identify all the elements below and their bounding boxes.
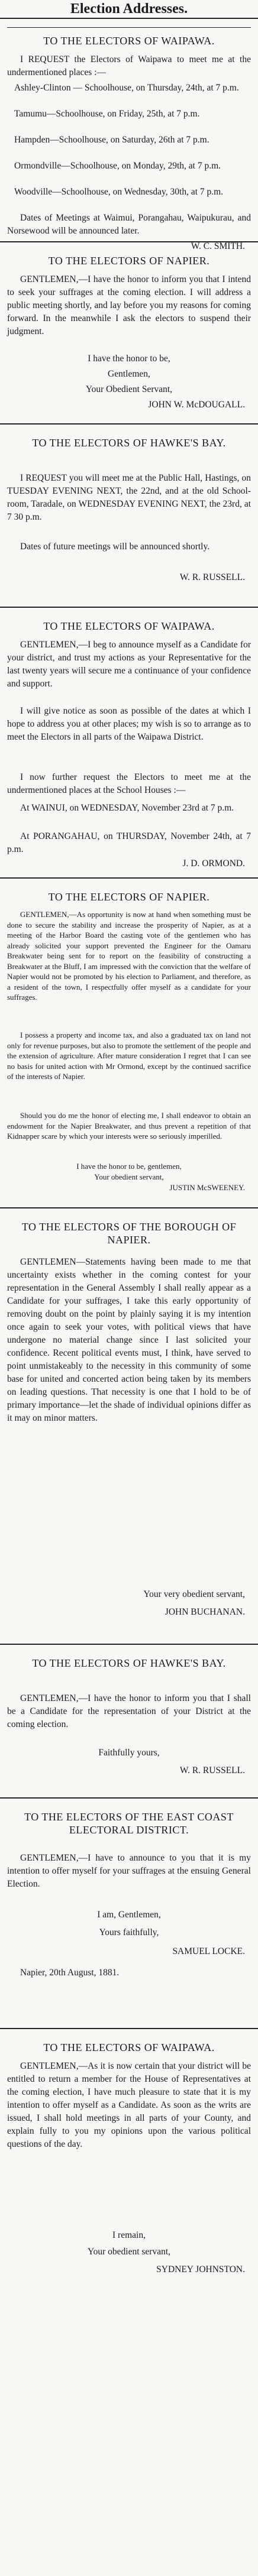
ad-paragraph: Dates of Meetings at Waimui, Porangahau, Waipukurau, and Norsewood will be announced later. [7, 213, 251, 236]
ad-title: TO THE ELECTORS OF NAPIER. [48, 255, 210, 267]
ad-title: TO THE ELECTORS OF HAWKE'S BAY. [32, 437, 226, 449]
ad-paragraph: At PORANGAHAU, on THURSDAY, November 24th, at 7 p.m. [7, 831, 251, 854]
ad-closing: Faithfully yours, [98, 1748, 160, 1758]
ad-paragraph: I will give notice as soon as possible of the dates at which I hope to address you at other places; my wish is so to arrange as to meet the Electors in all parts of the Waipawa District. [7, 706, 251, 742]
ad-paragraph: Woodville—Schoolhouse, on Wednesday, 30th, at 7 p.m. [14, 187, 224, 197]
ad-title: TO THE ELECTORS OF THE EAST COAST ELECTORAL DISTRICT. [24, 1811, 234, 1836]
ad-paragraph: Tamumu—Schoolhouse, on Friday, 25th, at 7 p.m. [14, 109, 200, 119]
ad-paragraph: GENTLEMEN,—I have the honor to inform you that I shall be a Candidate for the representation of your District at the coming election. [7, 1693, 251, 1729]
column-divider [0, 877, 258, 879]
ad-closing: Gentlemen, [108, 369, 150, 379]
address-napier-mcsweeney [0, 883, 258, 1203]
address-waipawa-ormond [0, 613, 258, 873]
address-napier-mcdougall [0, 247, 258, 419]
ad-closing: Your very obedient servant, [143, 1589, 245, 1599]
ad-signature: JUSTIN McSWEENEY. [169, 1183, 245, 1192]
page-header: Election Addresses. [70, 1, 188, 17]
ad-closing: I remain, [112, 2230, 146, 2240]
ad-paragraph: GENTLEMEN—Statements having been made to me that uncertainty exists whether in the coming contest for your representation in the General Assembly I shall really appear as a Candidate for your suffrages, I take this early opportunity of removing doubt on the point by plainly saying it is my intention once again to seek your votes, with political views that have undergone no material change since I last solicited your confidence. Recent political events must, I think, have served to point unmistakeably to the necessity in this community of some base for united and concerted action being taken by its members on leading questions. That necessity is one that I hold to be of primary importance—let the shade of individual opinions differ as it may on minor matters. [7, 1257, 251, 1423]
ad-signature: SAMUEL LOCKE. [172, 1946, 245, 1956]
column-divider [0, 1644, 258, 1645]
ad-paragraph: I REQUEST the Electors of Waipawa to meet me at the undermentioned places :— [7, 54, 251, 77]
column-divider [0, 241, 258, 242]
ad-signature: W. C. SMITH. [191, 241, 245, 251]
ad-paragraph: GENTLEMEN,—As opportunity is now at hand when something must be done to secure the stability and increase the prosperity of Napier, as at a meeting of the Harbor Board the casting vote of the gentlemen who has already solicited your support prevented the Engineer for the Oamaru Breakwater being sent for to report on the feasibility of constructing a Breakwater at the Bluff, I am impressed with the conviction that the welfare of Napier would not be promoted by his election to Parliament, and therefore, as a resident of the town, I respectfully offer myself as a candidate for your suffrages. [7, 910, 251, 1002]
address-waipawa-smith [0, 24, 258, 251]
column-divider [0, 423, 258, 425]
ad-signature: W. R. RUSSELL. [179, 572, 245, 582]
header-rule [0, 18, 258, 19]
ad-paragraph: GENTLEMEN,—I have the honor to inform you that I intend to seek your suffrages at the coming election. I will address a public meeting shortly, and lay before you my reasons for coming forward. In the meanwhile I ask the electors to suspend their judgment. [7, 274, 251, 336]
ad-title: TO THE ELECTORS OF HAWKE'S BAY. [32, 1657, 226, 1669]
address-east-coast-locke [0, 1803, 258, 2022]
ad-signature: JOHN BUCHANAN. [165, 1607, 245, 1617]
ad-signature: J. D. ORMOND. [182, 858, 245, 869]
ad-paragraph: Dates of future meetings will be announced shortly. [20, 542, 210, 552]
ad-paragraph: I possess a property and income tax, and also a graduated tax on land not only for revenue purposes, but also to promote the settlement of the people and the extension of agriculture. After mature consideration I regret that I can see no basis for united action with Mr Ormond, except by the continued sacrifice of the interests of Napier. [7, 1031, 251, 1081]
ad-signature: W. R. RUSSELL. [179, 1765, 245, 1775]
column-divider [0, 1797, 258, 1799]
ad-paragraph: Should you do me the honor of electing me, I shall endeavor to obtain an endowment for the Napier Breakwater, and thus prevent a repetition of that Kidnapper scare by which your interests were so seriously imperilled. [7, 1111, 251, 1140]
ad-title: TO THE ELECTORS OF WAIPAWA. [43, 620, 215, 632]
ad-closing: Your Obedient Servant, [85, 384, 173, 394]
address-hawkes-bay-russell-meetings [0, 429, 258, 601]
ad-title: TO THE ELECTORS OF WAIPAWA. [43, 35, 215, 47]
address-hawkes-bay-russell-candidate [0, 1650, 258, 1791]
ad-title: TO THE ELECTORS OF NAPIER. [48, 891, 210, 903]
ad-paragraph: Hampden—Schoolhouse, on Saturday, 26th at 7 p.m. [14, 135, 209, 145]
ad-closing: Your obedient servant, [87, 2247, 171, 2257]
ad-paragraph: GENTLEMEN,—I beg to announce myself as a Candidate for your district, and trust my actions as your Representative for the last twenty years will secure me a continuance of your confidence and support. [7, 640, 251, 689]
column-divider [0, 1207, 258, 1208]
ad-closing: I have the honor to be, [88, 354, 170, 364]
ad-closing: I have the honor to be, gentlemen, [76, 1162, 182, 1171]
ad-title: TO THE ELECTORS OF WAIPAWA. [43, 2042, 215, 2053]
ad-paragraph: I REQUEST you will meet me at the Public Hall, Hastings, on TUESDAY EVENING NEXT, the 22nd, and at the old School-room, Taradale, on WEDNESDAY EVENING NEXT, the 23rd, at 7 30 p.m. [7, 473, 251, 522]
ad-closing: I am, Gentlemen, [97, 1910, 161, 1920]
ad-paragraph: Ashley-Clinton — Schoolhouse, on Thursday, 24th, at 7 p.m. [14, 83, 239, 93]
ad-signature: JOHN W. McDOUGALL. [148, 400, 245, 410]
ad-rule [7, 27, 251, 28]
ad-dateline: Napier, 20th August, 1881. [20, 1968, 120, 1978]
ad-title: TO THE ELECTORS OF THE BOROUGH OF NAPIER. [21, 1221, 237, 1246]
ad-closing: Yours faithfully, [99, 1927, 159, 1937]
ad-paragraph: GENTLEMEN,—As it is now certain that your district will be entitled to return a member for the House of Representatives at the coming election, I have much pleasure to state that it is my intention to offer myself as a Candidate. As soon as the writs are issued, I shall hold meetings in all parts of your County, and explain fully to you my opinions upon the various political questions of the day. [7, 2061, 251, 2149]
ad-paragraph: At WAINUI, on WEDNESDAY, November 23rd at 7 p.m. [20, 803, 234, 813]
ad-paragraph: Ormondville—Schoolhouse, on Monday, 29th, at 7 p.m. [14, 161, 221, 171]
ad-paragraph: I now further request the Electors to meet me at the undermentioned places at the School Houses :— [7, 772, 251, 795]
ad-paragraph: GENTLEMEN,—I have to announce to you that it is my intention to offer myself for your suffrages at the ensuing General Election. [7, 1853, 251, 1889]
column-divider [0, 607, 258, 608]
column-divider [0, 2028, 258, 2029]
address-borough-napier-buchanan [0, 1213, 258, 1639]
ad-signature: SYDNEY JOHNSTON. [156, 2264, 245, 2274]
ad-closing: Your obedient servant, [94, 1172, 164, 1181]
address-waipawa-johnston [0, 2034, 258, 2282]
